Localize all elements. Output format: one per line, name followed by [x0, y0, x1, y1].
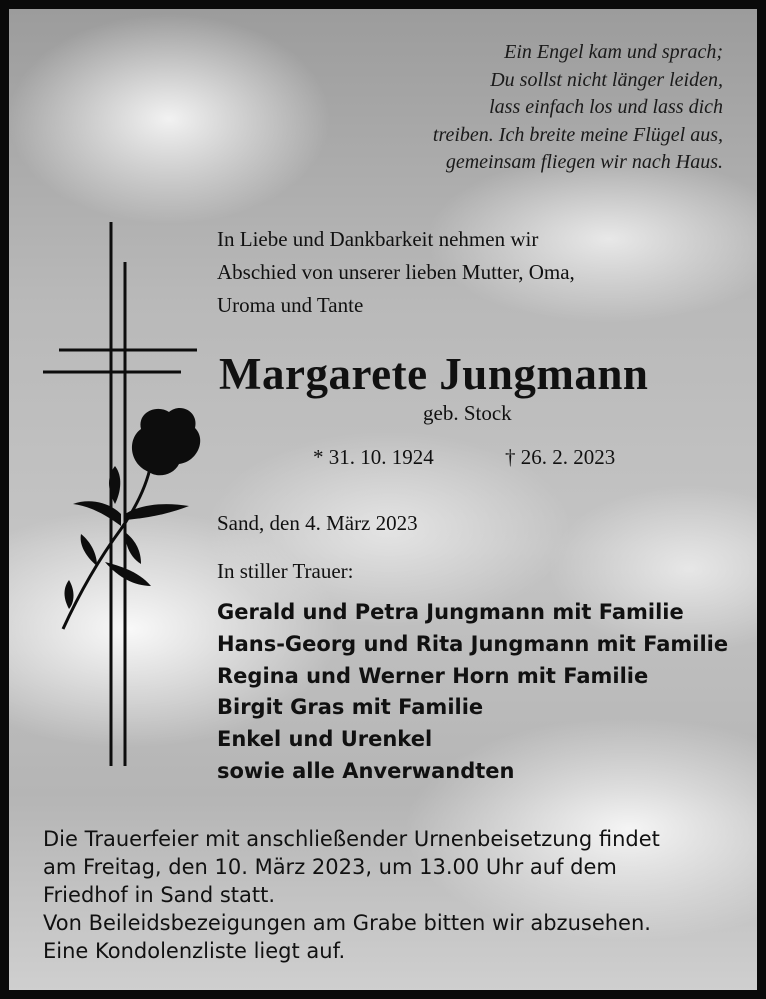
mourner-item: Gerald und Petra Jungmann mit Familie — [217, 600, 684, 624]
footer-line: Von Beileidsbezeigungen am Grabe bitten wir abzusehen. — [43, 911, 651, 935]
mourners-list — [217, 597, 728, 788]
footer-line: Eine Kondolenzliste liegt auf. — [43, 939, 346, 963]
poem-line: Du sollst nicht länger leiden, — [490, 68, 723, 91]
intro-text — [217, 223, 575, 322]
intro-line: Uroma und Tante — [217, 293, 364, 317]
mourning-label: In stiller Trauer: — [217, 559, 354, 583]
mourner-item: sowie alle Anverwandten — [217, 758, 515, 783]
maiden-name: geb. Stock — [423, 401, 512, 425]
place-date: Sand, den 4. März 2023 — [217, 511, 418, 535]
intro-line: In Liebe und Dankbarkeit nehmen wir — [217, 227, 539, 251]
ceremony-info — [43, 825, 660, 965]
poem-line: Ein Engel kam und sprach; — [504, 41, 723, 63]
poem-line: treiben. Ich breite meine Flügel aus, — [432, 123, 723, 146]
poem-line: lass einfach los und lass dich — [489, 96, 723, 118]
footer-line: Die Trauerfeier mit anschließender Urnenbeisetzung findet — [43, 827, 660, 851]
rose-icon — [63, 408, 200, 629]
poem-line: gemeinsam fliegen wir nach Haus. — [445, 151, 723, 173]
cross-icon — [43, 222, 197, 766]
footer-line: am Freitag, den 10. März 2023, um 13.00 Uhr auf dem — [43, 855, 617, 879]
mourner-item: Hans-Georg und Rita Jungmann mit Familie — [217, 631, 729, 656]
death-date: † 26. 2. 2023 — [505, 445, 616, 469]
intro-line: Abschied von unserer lieben Mutter, Oma, — [217, 260, 575, 284]
mourner-item: Regina und Werner Horn mit Familie — [217, 663, 649, 688]
footer-line: Friedhof in Sand statt. — [43, 883, 276, 907]
mourner-item: Enkel und Urenkel — [217, 727, 433, 752]
mourner-item: Birgit Gras mit Familie — [217, 695, 484, 720]
deceased-name: Margarete Jungmann — [219, 349, 649, 399]
poem — [433, 39, 723, 177]
cross-and-rose — [29, 214, 209, 774]
birth-date: * 31. 10. 1924 — [313, 445, 434, 469]
